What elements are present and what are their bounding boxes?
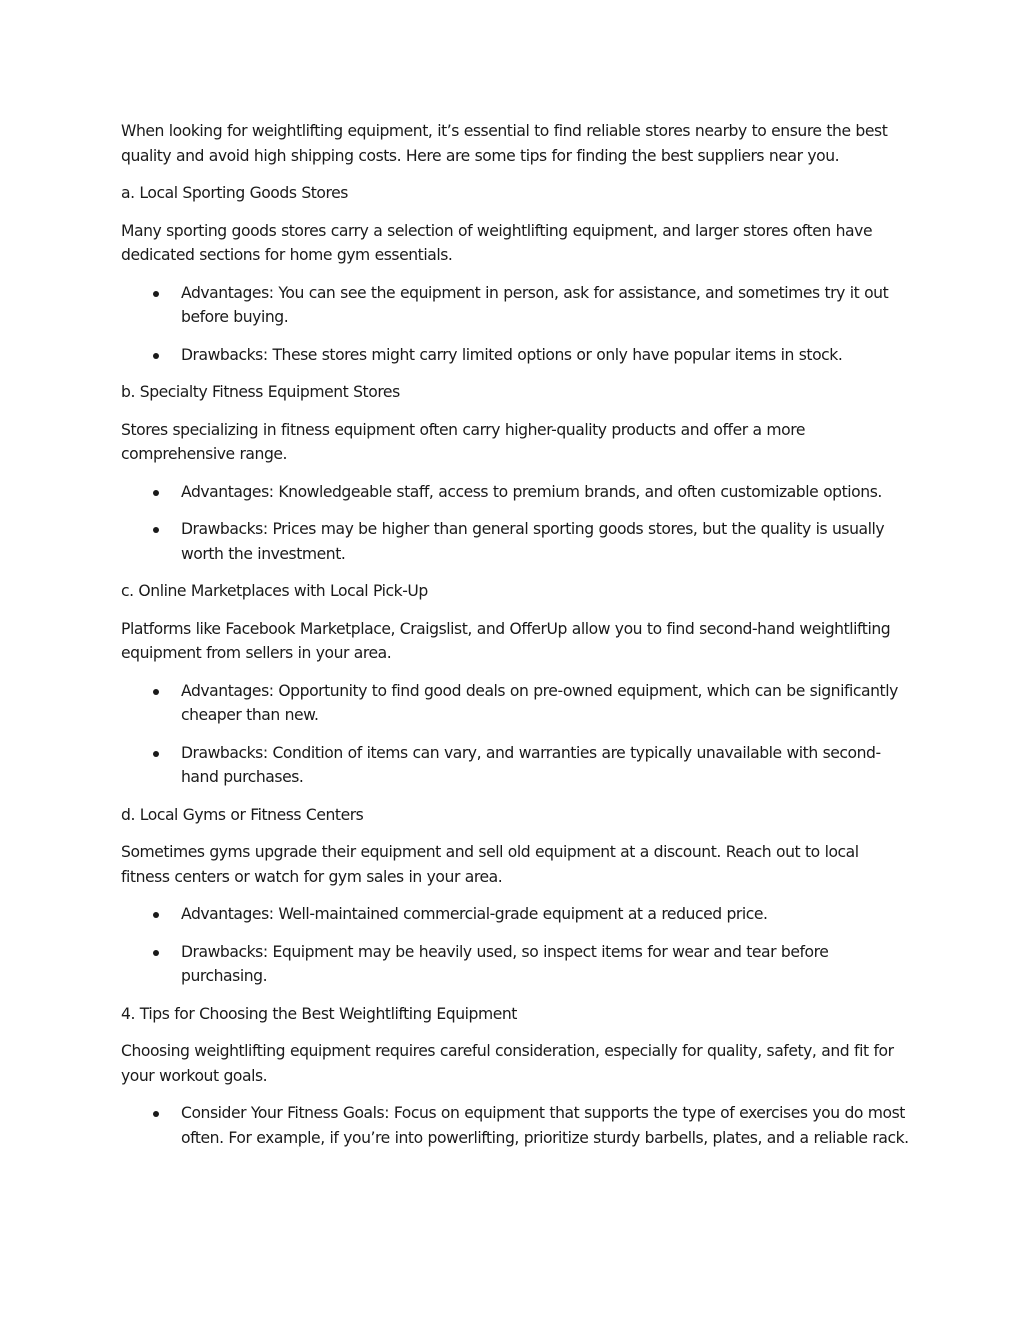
list-item <box>121 1101 911 1150</box>
list-item-text: Advantages: Well-maintained commercial-grade equipment at a reduced price. <box>181 905 768 923</box>
bullet-icon <box>153 490 159 496</box>
section-heading-specialty-fitness: b. Specialty Fitness Equipment Stores <box>121 383 400 401</box>
list-item <box>121 281 911 330</box>
list-item-text: Consider Your Fitness Goals: Focus on equipment that supports the type of exercises you do most often. For example, if you’re into powerlifting, prioritize sturdy barbells, plates, and a reliable rack. <box>181 1104 909 1147</box>
bullet-icon <box>153 751 159 757</box>
list-item-text: Drawbacks: These stores might carry limited options or only have popular items in stock. <box>181 345 843 364</box>
list-item-text: Drawbacks: Condition of items can vary, and warranties are typically unavailable with second-hand purchases. <box>181 743 881 786</box>
list-item-text: Advantages: Opportunity to find good deals on pre-owned equipment, which can be significantly cheaper than new. <box>181 681 898 724</box>
bullet-list <box>121 480 911 567</box>
list-item <box>121 679 911 728</box>
list-item <box>121 517 911 566</box>
bullet-icon <box>153 912 159 918</box>
bullet-list <box>121 1101 911 1150</box>
list-item-text: Drawbacks: Equipment may be heavily used, so inspect items for wear and tear before purchasing. <box>181 942 829 985</box>
section-paragraph: Choosing weightlifting equipment requires careful consideration, especially for quality, safety, and fit for your workout goals. <box>121 1042 894 1085</box>
section-heading-local-sporting-goods: a. Local Sporting Goods Stores <box>121 184 348 202</box>
section-paragraph: Stores specializing in fitness equipment often carry higher-quality products and offer a more comprehensive range. <box>121 420 806 463</box>
section-heading-tips-choosing: 4. Tips for Choosing the Best Weightlifting Equipment <box>121 1004 517 1023</box>
bullet-list <box>121 679 911 790</box>
bullet-icon <box>153 1111 159 1117</box>
list-item-text: Advantages: Knowledgeable staff, access to premium brands, and often customizable options. <box>181 482 882 501</box>
list-item-text: Drawbacks: Prices may be higher than general sporting goods stores, but the quality is usually worth the investment. <box>181 520 885 563</box>
list-item <box>121 343 911 368</box>
bullet-icon <box>153 689 159 695</box>
bullet-icon <box>153 950 159 956</box>
section-paragraph: Sometimes gyms upgrade their equipment and sell old equipment at a discount. Reach out to local fitness centers or watch for gym sales in your area. <box>121 843 859 886</box>
intro-paragraph: When looking for weightlifting equipment, it’s essential to find reliable stores nearby to ensure the best quality and avoid high shipping costs. Here are some tips for finding the best suppliers near you. <box>121 122 888 165</box>
bullet-list <box>121 902 911 989</box>
section-heading-local-gyms: d. Local Gyms or Fitness Centers <box>121 805 364 824</box>
bullet-icon <box>153 291 159 297</box>
bullet-list <box>121 281 911 368</box>
bullet-icon <box>153 353 159 359</box>
section-paragraph: Platforms like Facebook Marketplace, Craigslist, and OfferUp allow you to find second-hand weightlifting equipment from sellers in your area. <box>121 619 891 662</box>
document-page <box>121 119 911 1163</box>
section-paragraph: Many sporting goods stores carry a selection of weightlifting equipment, and larger stores often have dedicated sections for home gym essentials. <box>121 221 873 264</box>
list-item-text: Advantages: You can see the equipment in person, ask for assistance, and sometimes try it out before buying. <box>181 283 889 326</box>
list-item <box>121 480 911 505</box>
bullet-icon <box>153 527 159 533</box>
list-item <box>121 940 911 989</box>
list-item <box>121 741 911 790</box>
section-heading-online-marketplaces: c. Online Marketplaces with Local Pick-Up <box>121 582 428 600</box>
list-item <box>121 902 911 927</box>
